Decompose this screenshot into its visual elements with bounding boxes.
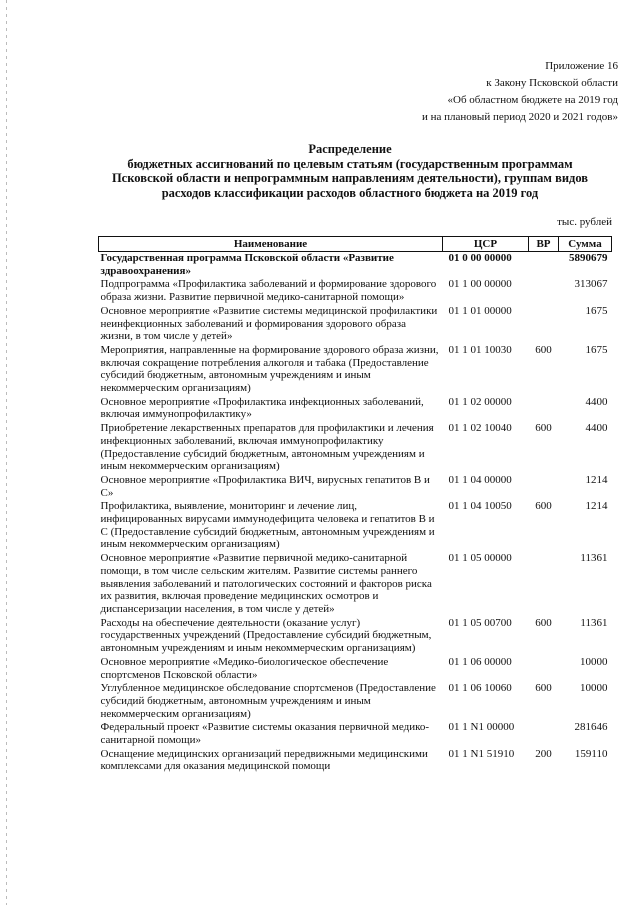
appendix-line: к Закону Псковской области: [486, 77, 618, 89]
table-row: [99, 474, 612, 500]
table-row: [99, 617, 612, 656]
row-name: Основное мероприятие «Профилактика ВИЧ, вирусных гепатитов В и С»: [100, 473, 430, 499]
row-sum: 281646: [574, 721, 608, 734]
row-csr: 01 1 N1 00000: [448, 721, 515, 734]
row-csr: 01 1 02 10040: [448, 422, 512, 435]
row-vr: 600: [535, 616, 552, 629]
document-title: [80, 142, 620, 200]
row-name: Расходы на обеспечение деятельности (оказание услуг) государственных учреждений (Предоставление субсидий бюджетным, автономным учреждениям и иным некоммерческим организациям): [100, 616, 432, 655]
row-name: Профилактика, выявление, мониторинг и лечение лиц, инфицированных вирусами иммунодефицита человека и гепатитов В и С (Предоставление субсидий бюджетным, автономным учреждениям и иным некоммерческим организациям): [100, 500, 435, 551]
row-vr: [529, 656, 559, 682]
row-vr: [529, 721, 559, 747]
row-vr: [529, 474, 559, 500]
row-name: Основное мероприятие «Развитие первичной медико-санитарной помощи, в том числе сельским жителям. Развитие системы раннего выявления заболеваний и патологических состояний и факторов риска их развития, включая проведение медицинских осмотров и диспансеризации населения, в том числе у детей»: [100, 552, 432, 615]
row-csr: 01 1 05 00700: [448, 616, 512, 629]
row-csr: 01 1 06 00000: [448, 655, 512, 668]
row-name: Основное мероприятие «Медико-биологическое обеспечение спортсменов Псковской области»: [100, 655, 389, 681]
title-line: расходов классификации расходов областного бюджета на 2019 год: [161, 185, 539, 200]
appendix-header: [422, 58, 618, 126]
table-row: [99, 721, 612, 747]
table-row: [99, 278, 612, 304]
row-vr: 600: [535, 682, 552, 695]
row-sum: 1675: [585, 304, 608, 317]
table-row: [99, 552, 612, 617]
row-name: Государственная программа Псковской области «Развитие здравоохранения»: [100, 252, 394, 277]
row-sum: 1675: [585, 343, 608, 356]
row-name: Подпрограмма «Профилактика заболеваний и формирование здорового образа жизни. Развитие первичной медико-санитарной помощи»: [100, 278, 437, 304]
budget-table: [98, 236, 612, 774]
header-sum: Сумма: [559, 237, 612, 252]
header-csr: ЦСР: [443, 237, 529, 252]
row-vr: [529, 552, 559, 617]
row-vr: 600: [535, 422, 552, 435]
appendix-line: «Об областном бюджете на 2019 год: [447, 94, 618, 106]
table-header-row: [99, 237, 612, 252]
row-vr: 600: [535, 343, 552, 356]
row-name: Основное мероприятие «Профилактика инфекционных заболеваний, включая иммунопрофилактику»: [100, 395, 424, 421]
row-csr: 01 1 04 00000: [448, 473, 512, 486]
row-csr: 01 1 N1 51910: [448, 747, 515, 760]
row-sum: 1214: [585, 500, 608, 513]
row-name: Федеральный проект «Развитие системы оказания первичной медико-санитарной помощи»: [100, 721, 430, 747]
row-name: Приобретение лекарственных препаратов для профилактики и лечения инфекционных заболеваний, включая иммунопрофилактику (Предоставление субсидий бюджетным, автономным учреждениям и иным некоммерческим организациям): [100, 422, 434, 473]
row-csr: 01 1 06 10060: [448, 682, 512, 695]
title-line: Псковской области и непрограммным направлениям деятельности), группам видов: [111, 171, 589, 185]
table-row: [99, 422, 612, 474]
row-vr: [529, 305, 559, 344]
title-line: Распределение: [308, 142, 392, 156]
table-row: [99, 656, 612, 682]
row-sum: 4400: [585, 422, 608, 435]
table-row: [99, 344, 612, 396]
row-vr: [529, 278, 559, 304]
table-row: [99, 396, 612, 422]
row-sum: 11361: [580, 552, 608, 565]
row-vr: [529, 252, 559, 279]
header-vr: ВР: [529, 237, 559, 252]
appendix-line: Приложение 16: [545, 60, 618, 72]
row-sum: 5890679: [569, 252, 608, 264]
row-sum: 10000: [580, 682, 608, 695]
row-name: Углубленное медицинское обследование спортсменов (Предоставление субсидий бюджетным, автономным учреждениям и иным некоммерческим организациям): [100, 682, 436, 720]
row-sum: 10000: [580, 655, 608, 668]
units-label: тыс. рублей: [557, 216, 612, 228]
row-csr: 01 1 01 00000: [448, 304, 512, 317]
row-vr: 600: [535, 500, 552, 513]
row-vr: [529, 396, 559, 422]
table-row: [99, 748, 612, 774]
scan-edge-artifact: [6, 0, 7, 905]
row-csr: 01 1 00 00000: [448, 278, 512, 291]
row-csr: 01 1 04 10050: [448, 500, 512, 513]
row-sum: 159110: [574, 747, 608, 760]
row-name: Оснащение медицинских организаций передвижными медицинскими комплексами для оказания медицинской помощи: [100, 747, 428, 773]
row-csr: 01 1 05 00000: [448, 552, 512, 565]
row-csr: 01 0 00 00000: [448, 252, 512, 264]
table-row: [99, 305, 612, 344]
row-name: Мероприятия, направленные на формирование здорового образа жизни, включая сокращение потребления алкоголя и табака (Предоставление субсидий бюджетным, автономным учреждениям и иным некоммерческим организациям): [100, 343, 439, 395]
row-sum: 11361: [580, 616, 608, 629]
row-csr: 01 1 01 10030: [448, 343, 512, 356]
row-vr: 200: [535, 747, 552, 760]
row-sum: 4400: [585, 395, 608, 408]
row-sum: 1214: [585, 473, 608, 486]
row-name: Основное мероприятие «Развитие системы медицинской профилактики неинфекционных заболеваний и формирования здорового образа жизни, в том числе у детей»: [100, 304, 438, 343]
row-sum: 313067: [574, 278, 608, 291]
table-row: [99, 500, 612, 552]
row-csr: 01 1 02 00000: [448, 395, 512, 408]
table-row: [99, 252, 612, 279]
header-name: Наименование: [99, 237, 443, 252]
table-row: [99, 682, 612, 721]
title-line: бюджетных ассигнований по целевым статьям (государственным программам: [127, 156, 573, 171]
appendix-line: и на плановый период 2020 и 2021 годов»: [421, 111, 618, 123]
